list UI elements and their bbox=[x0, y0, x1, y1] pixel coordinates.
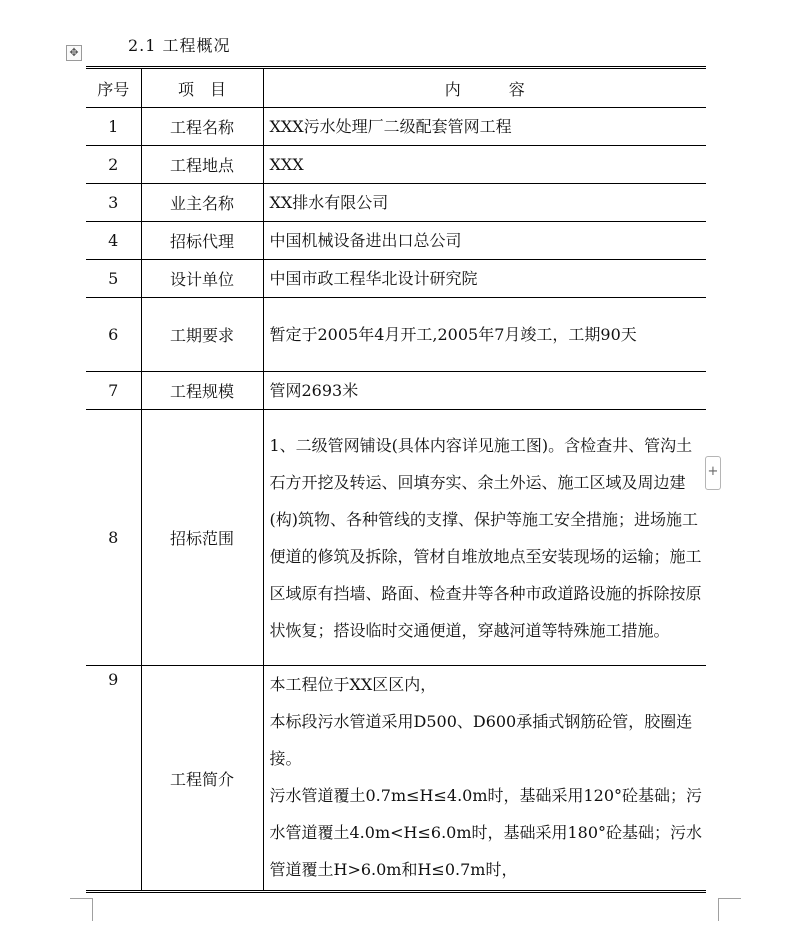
row-no: 9 bbox=[86, 666, 141, 892]
row-no: 2 bbox=[86, 146, 141, 184]
row-content bbox=[263, 666, 706, 892]
table-row bbox=[86, 108, 706, 146]
page-margin-corner-left bbox=[70, 898, 93, 921]
row-item: 招标范围 bbox=[141, 410, 263, 666]
table-header-row bbox=[86, 68, 706, 108]
row-no: 5 bbox=[86, 260, 141, 298]
row-no: 1 bbox=[86, 108, 141, 146]
row-item: 工程规模 bbox=[141, 372, 263, 410]
table-row bbox=[86, 146, 706, 184]
row-content: 中国机械设备进出口总公司 bbox=[263, 222, 706, 260]
page-margin-corner-right bbox=[718, 898, 741, 921]
row-content: 管网2693米 bbox=[263, 372, 706, 410]
row-no: 7 bbox=[86, 372, 141, 410]
row-no: 6 bbox=[86, 298, 141, 372]
row-content: XXX bbox=[263, 146, 706, 184]
header-item: 项 目 bbox=[141, 68, 263, 108]
table-row bbox=[86, 222, 706, 260]
row-content: XX排水有限公司 bbox=[263, 184, 706, 222]
section-title: 2.1 工程概况 bbox=[128, 36, 231, 55]
row-item: 工程地点 bbox=[141, 146, 263, 184]
row-item: 设计单位 bbox=[141, 260, 263, 298]
row-item: 工程名称 bbox=[141, 108, 263, 146]
table-row bbox=[86, 184, 706, 222]
row-item: 业主名称 bbox=[141, 184, 263, 222]
header-content: 内 容 bbox=[263, 68, 706, 108]
row-no: 4 bbox=[86, 222, 141, 260]
row-content: 暂定于2005年4月开工,2005年7月竣工，工期90天 bbox=[263, 298, 706, 372]
row-item: 工期要求 bbox=[141, 298, 263, 372]
row-no: 8 bbox=[86, 410, 141, 666]
header-no: 序号 bbox=[86, 68, 141, 108]
project-overview-table bbox=[86, 66, 706, 893]
add-column-plus-icon[interactable]: + bbox=[705, 456, 721, 490]
content-paragraph: 污水管道覆土0.7m≤H≤4.0m时，基础采用120°砼基础；污水管道覆土4.0m<H≤6.0m时，基础采用180°砼基础；污水管道覆土H>6.0m和H≤0.7m时， bbox=[269, 786, 703, 879]
table-row bbox=[86, 372, 706, 410]
row-item: 招标代理 bbox=[141, 222, 263, 260]
table-row bbox=[86, 298, 706, 372]
table-row bbox=[86, 666, 706, 892]
table-row bbox=[86, 260, 706, 298]
table-row bbox=[86, 410, 706, 666]
content-paragraph: 本标段污水管道采用D500、D600承插式钢筋砼管，胶圈连接。 bbox=[269, 712, 693, 768]
row-content: 中国市政工程华北设计研究院 bbox=[263, 260, 706, 298]
row-no: 3 bbox=[86, 184, 141, 222]
content-paragraph: 本工程位于XX区区内， bbox=[269, 675, 437, 694]
table-move-handle-icon[interactable]: ✥ bbox=[66, 45, 82, 61]
row-content: 1、二级管网铺设(具体内容详见施工图)。含检查井、管沟土石方开挖及转运、回填夯实、余土外运、施工区域及周边建(构)筑物、各种管线的支撑、保护等施工安全措施；进场施工便道的修筑及拆除，管材自堆放地点至安装现场的运输；施工区域原有挡墙、路面、检查井等各种市政道路设施的拆除按原状恢复；搭设临时交通便道，穿越河道等特殊施工措施。 bbox=[263, 410, 706, 666]
row-item: 工程简介 bbox=[141, 666, 263, 892]
row-content: XXX污水处理厂二级配套管网工程 bbox=[263, 108, 706, 146]
